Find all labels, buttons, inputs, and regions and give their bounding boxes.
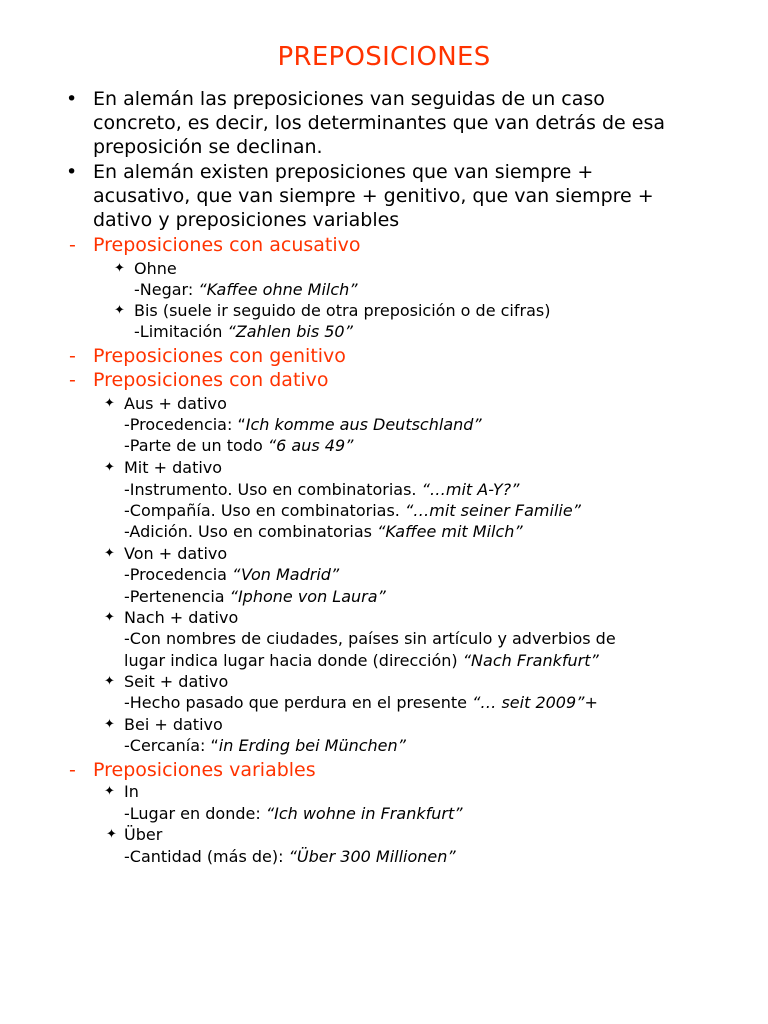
star-bullet-icon: ✦ [114,261,125,276]
item-label-in: In [124,782,139,801]
section-heading-acusativo: Preposiciones con acusativo [93,234,361,256]
item-detail-nach-2: lugar indica lugar hacia donde (dirección) “Nach Frankfurt” [124,651,599,670]
star-bullet-icon: ✦ [104,610,115,625]
item-detail-ohne: -Negar: “Kaffee ohne Milch” [134,280,358,299]
item-label-ohne: Ohne [134,259,177,278]
section-heading-genitivo: Preposiciones con genitivo [93,345,346,367]
item-label-mit: Mit + dativo [124,458,223,477]
star-bullet-icon: ✦ [114,303,125,318]
section-heading-dativo: Preposiciones con dativo [93,369,329,391]
item-label-uber: Über [124,825,163,844]
star-bullet-icon: ✦ [104,784,115,799]
star-bullet-icon: ✦ [104,674,115,689]
star-bullet-icon: ✦ [104,460,115,475]
item-label-bis: Bis (suele ir seguido de otra preposición o de cifras) [134,301,551,320]
star-bullet-icon: ✦ [106,827,117,842]
intro-1-line-1: En alemán las preposiciones van seguidas de un caso [93,88,605,110]
intro-1-line-2: concreto, es decir, los determinantes que van detrás de esa [93,112,666,134]
item-detail-uber-1: -Cantidad (más de): “Über 300 Millionen” [124,847,456,866]
item-detail-mit-2: -Compañía. Uso en combinatorias. “…mit seiner Familie” [124,501,581,520]
star-bullet-icon: ✦ [104,546,115,561]
intro-2-line-2: acusativo, que van siempre + genitivo, que van siempre + [93,185,654,207]
dash-icon: - [69,234,76,256]
item-label-bei: Bei + dativo [124,715,223,734]
item-detail-mit-3: -Adición. Uso en combinatorias “Kaffee mit Milch” [124,522,523,541]
dash-icon: - [69,369,76,391]
item-label-seit: Seit + dativo [124,672,229,691]
bullet-icon: • [66,161,78,183]
star-bullet-icon: ✦ [104,396,115,411]
intro-1-line-3: preposición se declinan. [93,136,323,158]
intro-2-line-1: En alemán existen preposiciones que van siempre + [93,161,594,183]
item-detail-aus-2: -Parte de un todo “6 aus 49” [124,436,354,455]
item-detail-seit-1: -Hecho pasado que perdura en el presente “… seit 2009”+ [124,693,598,712]
item-label-aus: Aus + dativo [124,394,227,413]
bullet-icon: • [66,88,78,110]
item-detail-bis: -Limitación “Zahlen bis 50” [134,322,353,341]
item-detail-von-2: -Pertenencia “Iphone von Laura” [124,587,386,606]
item-detail-nach-1: -Con nombres de ciudades, países sin artículo y adverbios de [124,629,616,648]
intro-2-line-3: dativo y preposiciones variables [93,209,400,231]
item-detail-aus-1: -Procedencia: “Ich komme aus Deutschland” [124,415,482,434]
star-bullet-icon: ✦ [104,717,115,732]
item-detail-in-1: -Lugar en donde: “Ich wohne in Frankfurt” [124,804,463,823]
dash-icon: - [69,345,76,367]
item-label-von: Von + dativo [124,544,228,563]
item-detail-mit-1: -Instrumento. Uso en combinatorias. “…mit A-Y?” [124,480,520,499]
item-detail-von-1: -Procedencia “Von Madrid” [124,565,340,584]
page-title: PREPOSICIONES [277,42,491,72]
item-detail-bei-1: -Cercanía: “in Erding bei München” [124,736,406,755]
dash-icon: - [69,759,76,781]
item-label-nach: Nach + dativo [124,608,239,627]
section-heading-variables: Preposiciones variables [93,759,316,781]
